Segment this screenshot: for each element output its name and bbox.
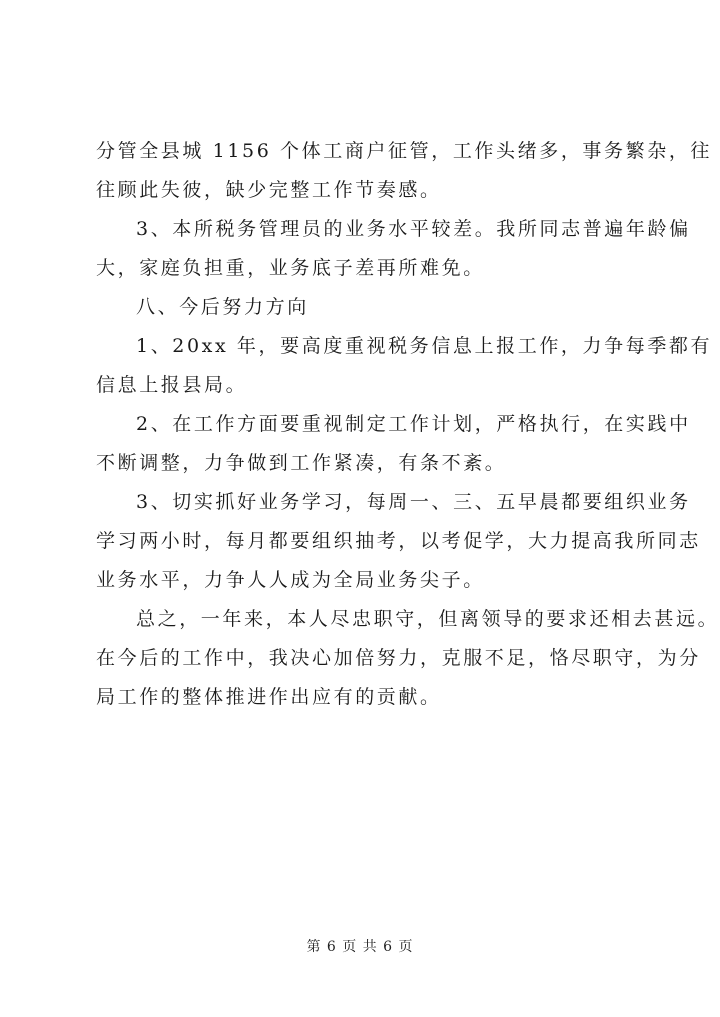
text-line: 不断调整，力争做到工作紧凑，有条不紊。: [96, 452, 507, 474]
text-line: 在今后的工作中，我决心加倍努力，克服不足，恪尽职守，为分: [96, 647, 701, 669]
text-line: 分管全县城 1156 个体工商户征管，工作头绪多，事务繁杂，往: [96, 140, 713, 162]
text-line: 3、切实抓好业务学习，每周一、三、五早晨都要组织业务: [136, 491, 691, 513]
text-line: 业务水平，力争人人成为全局业务尖子。: [96, 569, 485, 591]
section-heading: 八、今后努力方向: [136, 296, 309, 318]
text-line: 3、本所税务管理员的业务水平较差。我所同志普遍年龄偏: [136, 218, 691, 240]
document-body: [96, 132, 720, 717]
text-line: 局工作的整体推进作出应有的贡献。: [96, 686, 442, 708]
text-line: 2、在工作方面要重视制定工作计划，严格执行，在实践中: [136, 413, 691, 435]
text-line: 大，家庭负担重，业务底子差再所难免。: [96, 257, 485, 279]
text-line: 总之，一年来，本人尽忠职守，但离领导的要求还相去甚远。: [136, 608, 720, 630]
text-line: 学习两小时，每月都要组织抽考，以考促学，大力提高我所同志: [96, 530, 701, 552]
text-line: 1、20xx 年，要高度重视税务信息上报工作，力争每季都有: [136, 335, 713, 357]
page-footer: 第 6 页 共 6 页: [306, 939, 414, 955]
text-line: 往顾此失彼，缺少完整工作节奏感。: [96, 179, 442, 201]
text-line: 信息上报县局。: [96, 374, 248, 396]
